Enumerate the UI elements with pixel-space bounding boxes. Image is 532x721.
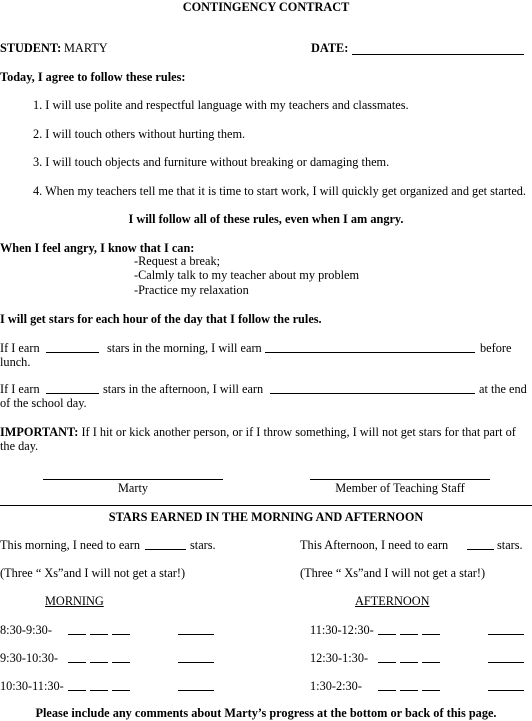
- x-slot[interactable]: [378, 662, 396, 663]
- angry-option: -Request a break;: [134, 254, 221, 268]
- date-field[interactable]: [352, 54, 524, 55]
- rule-item: 2. I will touch others without hurting them.: [33, 127, 246, 141]
- x-slot[interactable]: [422, 662, 440, 663]
- morning-time: 8:30-9:30-: [0, 623, 52, 637]
- rule-item: 1. I will use polite and respectful language with my teachers and classmates.: [33, 98, 409, 112]
- x-slot[interactable]: [90, 634, 108, 635]
- earn-morning-suffix: before: [480, 341, 512, 355]
- star-slot[interactable]: [178, 690, 214, 691]
- afternoon-reward-blank[interactable]: [270, 393, 475, 394]
- afternoon-time: 1:30-2:30-: [310, 679, 362, 693]
- x-slot[interactable]: [400, 690, 418, 691]
- earn-afternoon-end: of the school day.: [0, 396, 87, 410]
- signature-label-staff: Member of Teaching Staff: [335, 481, 465, 495]
- x-slot[interactable]: [68, 662, 86, 663]
- x-slot[interactable]: [400, 634, 418, 635]
- morning-stars-blank[interactable]: [46, 352, 99, 353]
- morning-label: MORNING: [45, 594, 104, 608]
- earn-afternoon-middle: stars in the afternoon, I will earn: [103, 382, 264, 396]
- signature-line-staff[interactable]: [310, 479, 490, 480]
- rule-item: 3. I will touch objects and furniture without breaking or damaging them.: [33, 155, 390, 169]
- x-slot[interactable]: [422, 634, 440, 635]
- stars-heading: I will get stars for each hour of the day that I follow the rules.: [0, 312, 322, 326]
- star-slot[interactable]: [488, 690, 524, 691]
- x-slot[interactable]: [90, 690, 108, 691]
- earn-morning-prefix: If I earn: [0, 341, 40, 355]
- rules-intro: Today, I agree to follow these rules:: [0, 70, 186, 84]
- star-slot[interactable]: [488, 634, 524, 635]
- morning-time: 9:30-10:30-: [0, 651, 59, 665]
- important-text-cont: the day.: [0, 439, 39, 453]
- star-slot[interactable]: [178, 634, 214, 635]
- morning-need-suffix: stars.: [190, 538, 216, 552]
- date-label: DATE:: [311, 41, 349, 55]
- star-slot[interactable]: [488, 662, 524, 663]
- x-slot[interactable]: [112, 634, 130, 635]
- x-slot[interactable]: [378, 634, 396, 635]
- angry-option: -Practice my relaxation: [134, 283, 249, 297]
- morning-time: 10:30-11:30-: [0, 679, 64, 693]
- afternoon-label: AFTERNOON: [355, 594, 430, 608]
- signature-line-student[interactable]: [43, 479, 223, 480]
- x-slot[interactable]: [90, 662, 108, 663]
- x-slot[interactable]: [112, 662, 130, 663]
- afternoon-need-blank[interactable]: [467, 549, 494, 550]
- important-note: [0, 425, 516, 440]
- follow-statement: I will follow all of these rules, even when I am angry.: [128, 212, 404, 226]
- afternoon-stars-blank[interactable]: [46, 393, 99, 394]
- earn-morning-end: lunch.: [0, 355, 31, 369]
- earn-morning-middle: stars in the morning, I will earn: [107, 341, 262, 355]
- x-slot[interactable]: [400, 662, 418, 663]
- x-slot[interactable]: [68, 690, 86, 691]
- footer-note: Please include any comments about Marty’s progress at the bottom or back of this page.: [35, 706, 497, 720]
- morning-reward-blank[interactable]: [265, 352, 475, 353]
- student-label: STUDENT:: [0, 41, 62, 55]
- important-text: If I hit or kick another person, or if I throw something, I will not get stars for that part of: [81, 425, 516, 439]
- important-label: IMPORTANT:: [0, 425, 79, 439]
- afternoon-time: 12:30-1:30-: [310, 651, 369, 665]
- earn-afternoon-suffix: at the end: [479, 382, 527, 396]
- signature-label-student: Marty: [117, 481, 149, 495]
- earn-afternoon-prefix: If I earn: [0, 382, 40, 396]
- xs-note-afternoon: (Three “ Xs”and I will not get a star!): [300, 566, 486, 580]
- angry-heading: When I feel angry, I know that I can:: [0, 241, 195, 255]
- afternoon-time: 11:30-12:30-: [310, 623, 374, 637]
- xs-note-morning: (Three “ Xs”and I will not get a star!): [0, 566, 186, 580]
- stars-section-title: STARS EARNED IN THE MORNING AND AFTERNOON: [108, 510, 424, 524]
- x-slot[interactable]: [68, 634, 86, 635]
- x-slot[interactable]: [112, 690, 130, 691]
- x-slot[interactable]: [378, 690, 396, 691]
- star-slot[interactable]: [178, 662, 214, 663]
- afternoon-need-prefix: This Afternoon, I need to earn: [300, 538, 449, 552]
- x-slot[interactable]: [422, 690, 440, 691]
- page-title: CONTINGENCY CONTRACT: [182, 0, 350, 14]
- morning-need-prefix: This morning, I need to earn: [0, 538, 141, 552]
- morning-need-blank[interactable]: [145, 549, 186, 550]
- section-divider: [0, 505, 532, 506]
- angry-option: -Calmly talk to my teacher about my problem: [134, 268, 360, 282]
- rule-item: 4. When my teachers tell me that it is time to start work, I will quickly get organized and get started.: [33, 184, 526, 198]
- student-name: MARTY: [64, 41, 108, 55]
- afternoon-need-suffix: stars.: [497, 538, 523, 552]
